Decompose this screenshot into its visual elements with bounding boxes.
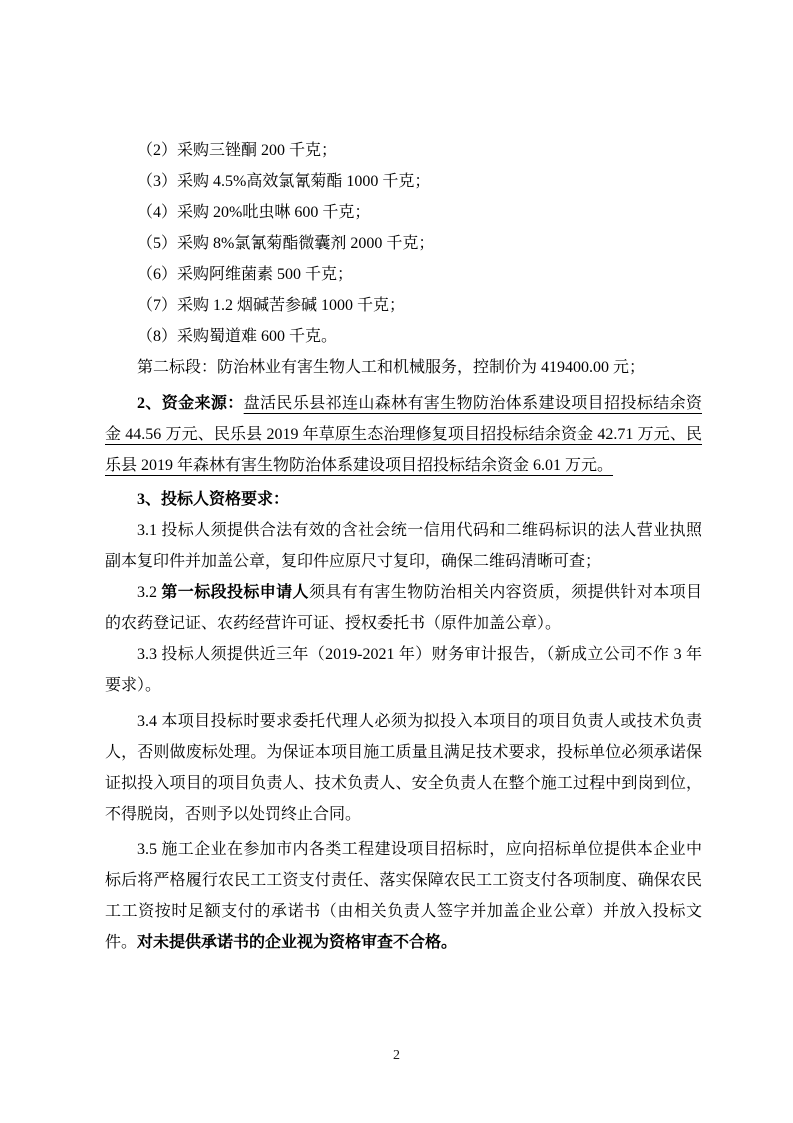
section-two-paragraph: 第二标段：防治林业有害生物人工和机械服务，控制价为 419400.00 元； (137, 359, 646, 376)
qualification-item-3-5 (105, 834, 702, 958)
funding-source-label: 2、资金来源： (137, 395, 244, 412)
qualification-item-3-2 (105, 577, 702, 639)
qualification-item-3-4: 3.4 本项目投标时要求委托代理人必须为拟投入本项目的项目负责人或技术负责人，否则做废标处理。为保证本项目施工质量且满足技术要求，投标单位必须承诺保证拟投入项目的项目负责人、技术负责人、安全负责人在整个施工过程中到岗到位，不得脱岗，否则予以处罚终止合同。 (105, 713, 702, 823)
document-body (105, 135, 702, 958)
qualification-item-3-3: 3.3 投标人须提供近三年（2019-2021 年）财务审计报告，（新成立公司不作 3 年要求）。 (105, 646, 702, 694)
qualification-heading: 3、投标人资格要求： (137, 491, 290, 508)
qualification-item-3-2-prefix: 3.2 (137, 584, 162, 601)
funding-source-paragraph (105, 388, 702, 481)
qualification-item-3-2-rest: 须具有有害生物防治相关内容资质，须提供针对本项目的农药登记证、农药经营许可证、授权委托书（原件加盖公章）。 (105, 584, 702, 632)
procurement-item-6: （6）采购阿维菌素 500 千克； (137, 266, 354, 283)
procurement-item-8: （8）采购蜀道难 600 千克。 (137, 328, 338, 345)
qualification-item-3-1: 3.1 投标人须提供合法有效的含社会统一信用代码和二维码标识的法人营业执照副本复印件并加盖公章，复印件应原尺寸复印，确保二维码清晰可查； (105, 522, 702, 570)
funding-source-text: 盘活民乐县祁连山森林有害生物防治体系建设项目招投标结余资金 44.56 万元、民乐县 2019 年草原生态治理修复项目招投标结余资金 42.71 万元、民乐县 2019 年森林有害生物防治体系建设项目招投标结余资金 6.01 万元。 (105, 395, 702, 474)
procurement-item-3: （3）采购 4.5%高效氯氰菊酯 1000 千克； (137, 173, 431, 190)
procurement-item-5: （5）采购 8%氯氰菊酯微囊剂 2000 千克； (137, 235, 435, 252)
procurement-item-7: （7）采购 1.2 烟碱苦参碱 1000 千克； (137, 297, 406, 314)
procurement-item-2: （2）采购三锉酮 200 千克； (137, 142, 338, 159)
qualification-item-3-2-bold: 第一标段投标申请人 (161, 584, 309, 601)
qualification-item-3-5-text: 3.5 施工企业在参加市内各类工程建设项目招标时，应向招标单位提供本企业中标后将严格履行农民工工资支付责任、落实保障农民工工资支付各项制度、确保农民工工资按时足额支付的承诺书（由相关负责人签字并加盖企业公章）并放入投标文件。 (105, 841, 702, 951)
qualification-item-3-5-bold-tail: 对未提供承诺书的企业视为资格审查不合格。 (137, 934, 458, 951)
procurement-item-4: （4）采购 20%吡虫啉 600 千克； (137, 204, 371, 221)
page-number: 2 (393, 1048, 400, 1063)
